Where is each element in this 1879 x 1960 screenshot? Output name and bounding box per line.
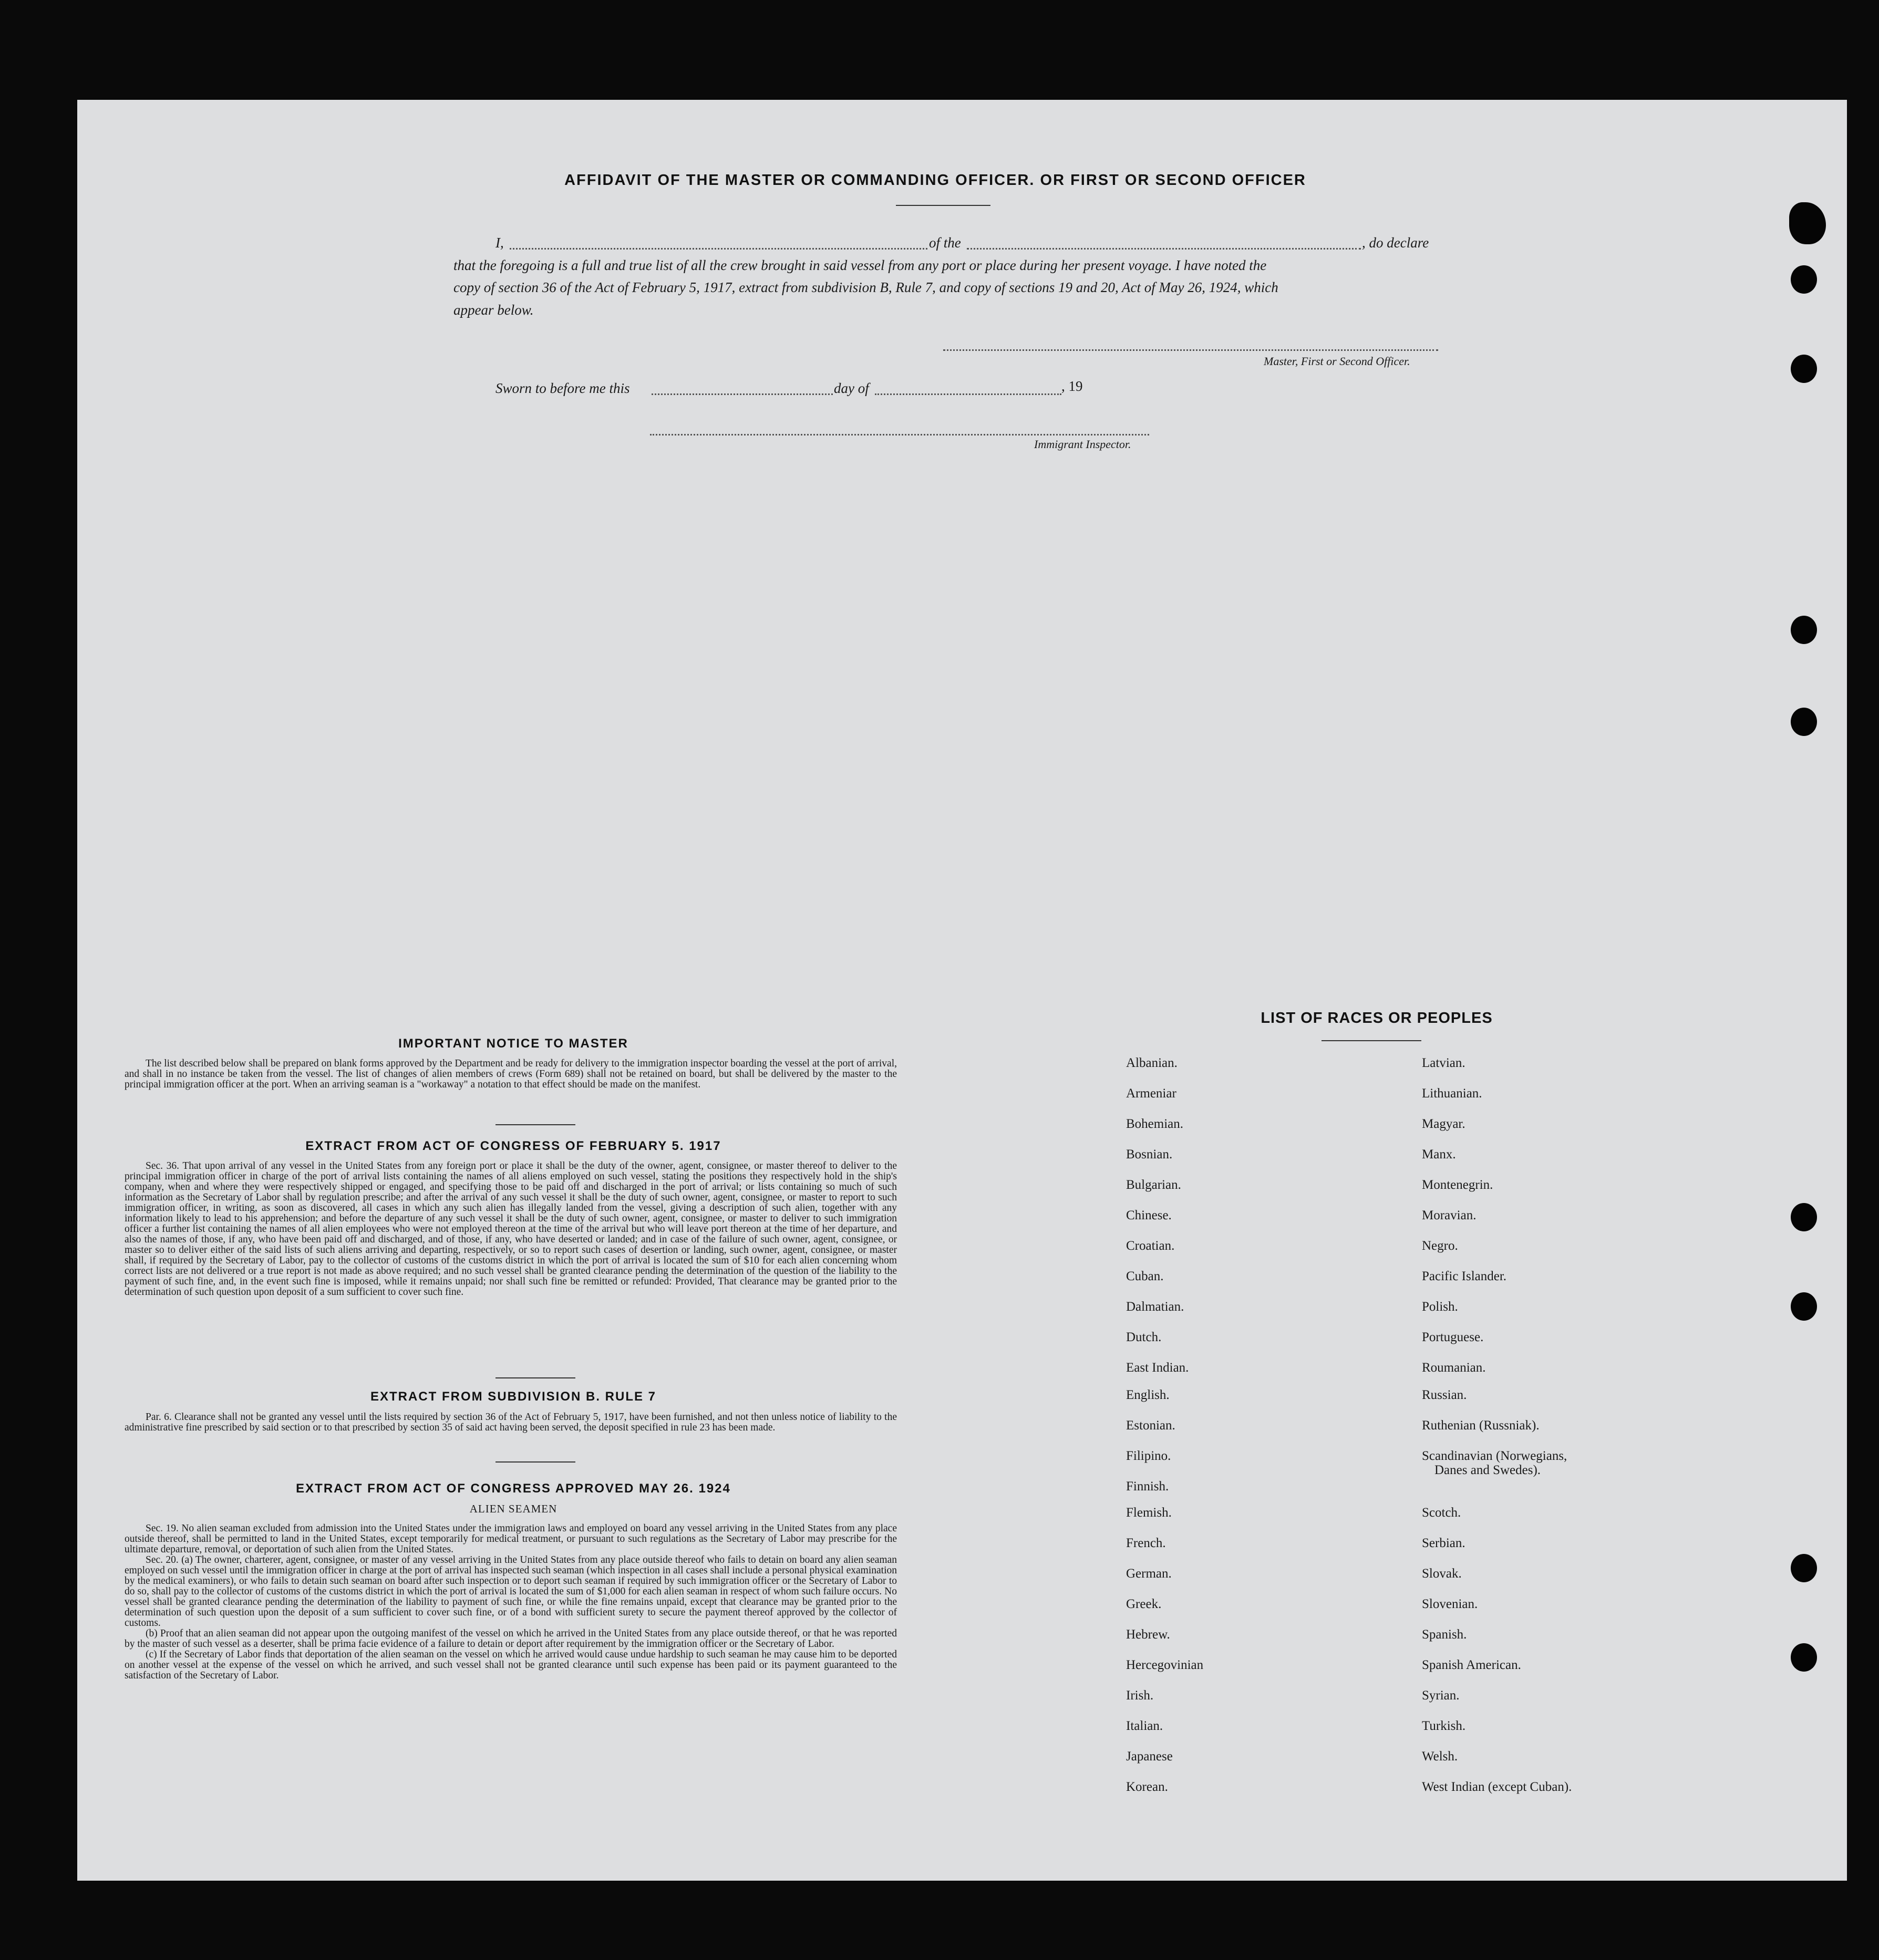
extract-1917-title: EXTRACT FROM ACT OF CONGRESS OF FEBRUARY 5. 1917: [305, 1139, 721, 1153]
punch-hole: [1791, 1292, 1817, 1321]
race-item: Flemish.: [1126, 1506, 1172, 1520]
race-item: Cuban.: [1126, 1269, 1164, 1283]
punch-hole: [1791, 1643, 1817, 1672]
of-the-label: of the: [929, 235, 961, 251]
affidavit-body-line-2: that the foregoing is a full and true list of all the crew brought in said vessel from any port or place during her present voyage. I have noted the: [453, 257, 1267, 273]
notice-paragraph: The list described below shall be prepared on blank forms approved by the Department and be ready for delivery to the immigration inspector boarding the vessel at the port of arrival, and shall in no instance be taken from the vessel. The list of changes of alien members of crews (Form 689) shall not be retained on board, but shall be delivered by the master to the principal immigration officer at the port. When an arriving seaman is a "workaway" a notation to that effect should be made on the manifest.: [125, 1058, 897, 1090]
section-rule: [495, 1377, 575, 1378]
race-item: Chinese.: [1126, 1208, 1172, 1222]
declarant-name-field[interactable]: [510, 248, 927, 250]
race-item: Latvian.: [1422, 1056, 1465, 1070]
title-rule: [896, 205, 990, 206]
race-item: Negro.: [1422, 1239, 1458, 1253]
race-item: Filipino.: [1126, 1449, 1171, 1463]
affidavit-title: AFFIDAVIT OF THE MASTER OR COMMANDING OFFICER. OR FIRST OR SECOND OFFICER: [564, 172, 1306, 189]
race-item: Armeniar: [1126, 1086, 1176, 1101]
race-item: Bohemian.: [1126, 1117, 1184, 1131]
punch-hole: [1791, 1554, 1817, 1582]
notice-title: IMPORTANT NOTICE TO MASTER: [398, 1036, 628, 1051]
race-item: Dalmatian.: [1126, 1300, 1184, 1314]
day-of-label: day of: [834, 380, 869, 396]
race-item: Estonian.: [1126, 1418, 1175, 1433]
notice-text: [125, 1059, 897, 1090]
race-item: Welsh.: [1422, 1749, 1458, 1764]
races-title: LIST OF RACES OR PEOPLES: [1261, 1010, 1493, 1026]
race-item: Hebrew.: [1126, 1627, 1170, 1642]
race-item: French.: [1126, 1536, 1166, 1550]
master-signature-label: Master, First or Second Officer.: [1264, 355, 1410, 368]
race-item: Moravian.: [1422, 1208, 1477, 1222]
rule-7-text: [125, 1412, 897, 1433]
vessel-name-field[interactable]: [967, 248, 1361, 250]
race-item: Slovak.: [1422, 1567, 1462, 1581]
race-item: Greek.: [1126, 1597, 1162, 1611]
section-19-paragraph: Sec. 19. No alien seaman excluded from admission into the United States under the immigration laws and employed on board any vessel arriving in the United States from any place outside thereof, shall be permitted to land in the United States, except temporarily for medical treatment, or pursuant to such regulations as the Secretary of Labor may prescribe for the ultimate departure, removal, or deportation of such alien from the United States.: [125, 1523, 897, 1555]
race-item: West Indian (except Cuban).: [1422, 1780, 1572, 1794]
section-20c-paragraph: (c) If the Secretary of Labor finds that deportation of the alien seaman on the vessel on which he arrived would cause undue hardship to such seaman he may cause him to be deported on another vessel at the expense of the vessel on which he arrived, and such vessel shall not be granted clearance until such expense has been paid or its payment guaranteed to the satisfaction of the Secretary of Labor.: [125, 1649, 897, 1681]
punch-hole: [1791, 355, 1817, 383]
race-item: Slovenian.: [1422, 1597, 1478, 1611]
punch-hole: [1791, 265, 1817, 294]
race-item: Montenegrin.: [1422, 1178, 1493, 1192]
punch-hole: [1791, 616, 1817, 644]
extract-1924-title: EXTRACT FROM ACT OF CONGRESS APPROVED MAY 26. 1924: [296, 1481, 731, 1496]
do-declare-label: , do declare: [1362, 235, 1429, 251]
extract-1917-text: [125, 1161, 897, 1298]
race-item: Turkish.: [1422, 1719, 1466, 1733]
sworn-day-field[interactable]: [652, 393, 833, 395]
sworn-label: Sworn to before me this: [495, 380, 630, 396]
section-20b-paragraph: (b) Proof that an alien seaman did not appear upon the outgoing manifest of the vessel on which he arrived in the United States from any place outside thereof, or that he was reported by the master of such vessel as a deserter, shall be prima facie evidence of a failure to detain or deport after requirement by the immigration officer or the Secretary of Labor.: [125, 1628, 897, 1650]
inspector-label: Immigrant Inspector.: [1034, 438, 1131, 451]
race-item: Pacific Islander.: [1422, 1269, 1507, 1283]
extract-1924-text: [125, 1523, 897, 1681]
rule-7-title: EXTRACT FROM SUBDIVISION B. RULE 7: [370, 1389, 657, 1404]
race-item: Syrian.: [1422, 1688, 1460, 1703]
affidavit-line-1: [495, 235, 504, 251]
race-item: Scotch.: [1422, 1506, 1461, 1520]
sworn-month-field[interactable]: [875, 393, 1061, 395]
master-signature-field[interactable]: [943, 349, 1438, 351]
race-item: Spanish.: [1422, 1627, 1467, 1642]
race-item: Japanese: [1126, 1749, 1173, 1764]
section-36-paragraph: Sec. 36. That upon arrival of any vessel in the United States from any foreign port or place it shall be the duty of the owner, agent, consignee, or master thereof to deliver to the principal immigration officer in charge of the port of arrival lists containing the names of all aliens employed on such vessel, stating the positions they respectively hold in the ship's company, when and where they were respectively shipped or engaged, and specifying those to be paid off and discharged in the port of arrival; or lists containing so much of such information as the Secretary of Labor shall by regulation prescribe; and after the arrival of any such vessel it shall be the duty of such owner, agent, consignee, or master to report to such immigration officer, in writing, as soon as discovered, all cases in which any such alien has illegally landed from the vessel, giving a description of such alien, together with any information likely to lead to his apprehension; and before the departure of any such vessel it shall be the duty of such owner, agent, consignee, or master to deliver to such immigration officer a further list containing the names of all alien employees who were not employed thereon at the time of the arrival but who will leave port thereon at the time of her departure, and also the names of those, if any, who have been paid off and discharged, and of those, if any, who have deserted or landed; and in case of the failure of such owner, agent, consignee, or master so to deliver either of the said lists of such aliens arriving and departing, respectively, or so to report such cases of desertion or landing, such owner, agent, consignee, or master shall, if required by the Secretary of Labor, pay to the collector of customs of the customs district in which the port of arrival is located the sum of $10 for each alien concerning whom correct lists are not delivered or a true report is not made as above required; and no such vessel shall be granted clearance pending the determination of the question of the liability to the payment of such fine, and, in the event such fine is imposed, while it remains unpaid; nor shall such fine be remitted or refunded: Provided, That clearance may be granted prior to the determination of such question upon deposit of a sum sufficient to cover such fine.: [125, 1160, 897, 1298]
race-item: Finnish.: [1126, 1479, 1169, 1494]
affidavit-body-line-4: appear below.: [453, 302, 534, 318]
race-item: Roumanian.: [1422, 1361, 1486, 1375]
race-item: English.: [1126, 1388, 1170, 1402]
affidavit-body-line-3: copy of section 36 of the Act of February 5, 1917, extract from subdivision B, Rule 7, and copy of sections 19 and 20, Act of May 26, 1924, which: [453, 279, 1278, 295]
race-item: Bulgarian.: [1126, 1178, 1181, 1192]
race-item: Ruthenian (Russniak).: [1422, 1418, 1540, 1433]
inspector-signature-field[interactable]: [650, 434, 1149, 435]
race-item: Hercegovinian: [1126, 1658, 1204, 1672]
race-item: East Indian.: [1126, 1361, 1189, 1375]
punch-hole: [1791, 708, 1817, 736]
race-item: German.: [1126, 1567, 1172, 1581]
race-item: Bosnian.: [1126, 1147, 1173, 1162]
section-rule: [495, 1124, 575, 1125]
race-item: Polish.: [1422, 1300, 1458, 1314]
race-item: Croatian.: [1126, 1239, 1175, 1253]
race-item: Manx.: [1422, 1147, 1456, 1162]
affidavit-i-label: I,: [495, 235, 504, 251]
race-item: Irish.: [1126, 1688, 1154, 1703]
races-title-rule: [1322, 1040, 1421, 1041]
race-item: Dutch.: [1126, 1330, 1162, 1344]
section-20a-paragraph: Sec. 20. (a) The owner, charterer, agent, consignee, or master of any vessel arriving in the United States from any place outside thereof who fails to detain on board any alien seaman employed on such vessel until the immigration officer in charge at the port of arrival has inspected such seaman (which inspection in all cases shall include a personal physical examination by the medical examiners), or who fails to detain such seaman on board after such inspection or to deport such seaman if required by such immigration officer or the Secretary of Labor to do so, shall pay to the collector of customs of the customs district in which the port of arrival is located the sum of $1,000 for each alien seaman in respect of whom such failure occurs. No vessel shall be granted clearance pending the determination of the liability to payment of such fine, or while the fine remains unpaid, except that clearance may be granted prior to the determination of such question upon the deposit of a sum sufficient to cover such fine, or of a bond with sufficient surety to secure the payment thereof approved by the collector of customs.: [125, 1554, 897, 1629]
race-item: Lithuanian.: [1422, 1086, 1482, 1101]
race-item: Russian.: [1422, 1388, 1467, 1402]
race-item: Danes and Swedes).: [1434, 1463, 1541, 1477]
punch-hole: [1791, 1203, 1817, 1231]
year-prefix-label: , 19: [1061, 378, 1083, 394]
race-item: Albanian.: [1126, 1056, 1178, 1070]
alien-seamen-subtitle: ALIEN SEAMEN: [469, 1502, 557, 1515]
race-item: Spanish American.: [1422, 1658, 1521, 1672]
race-item: Serbian.: [1422, 1536, 1465, 1550]
race-item: Korean.: [1126, 1780, 1168, 1794]
race-item: Scandinavian (Norwegians,: [1422, 1449, 1567, 1463]
race-item: Magyar.: [1422, 1117, 1465, 1131]
race-item: Portuguese.: [1422, 1330, 1484, 1344]
section-rule: [495, 1461, 575, 1463]
race-item: Italian.: [1126, 1719, 1163, 1733]
par-6-paragraph: Par. 6. Clearance shall not be granted any vessel until the lists required by section 36 of the Act of February 5, 1917, have been furnished, and not then unless notice of liability to the administrative fine prescribed by said section or to that prescribed by section 35 of said act having been served, the deposit specified in rule 23 has been made.: [125, 1412, 897, 1433]
